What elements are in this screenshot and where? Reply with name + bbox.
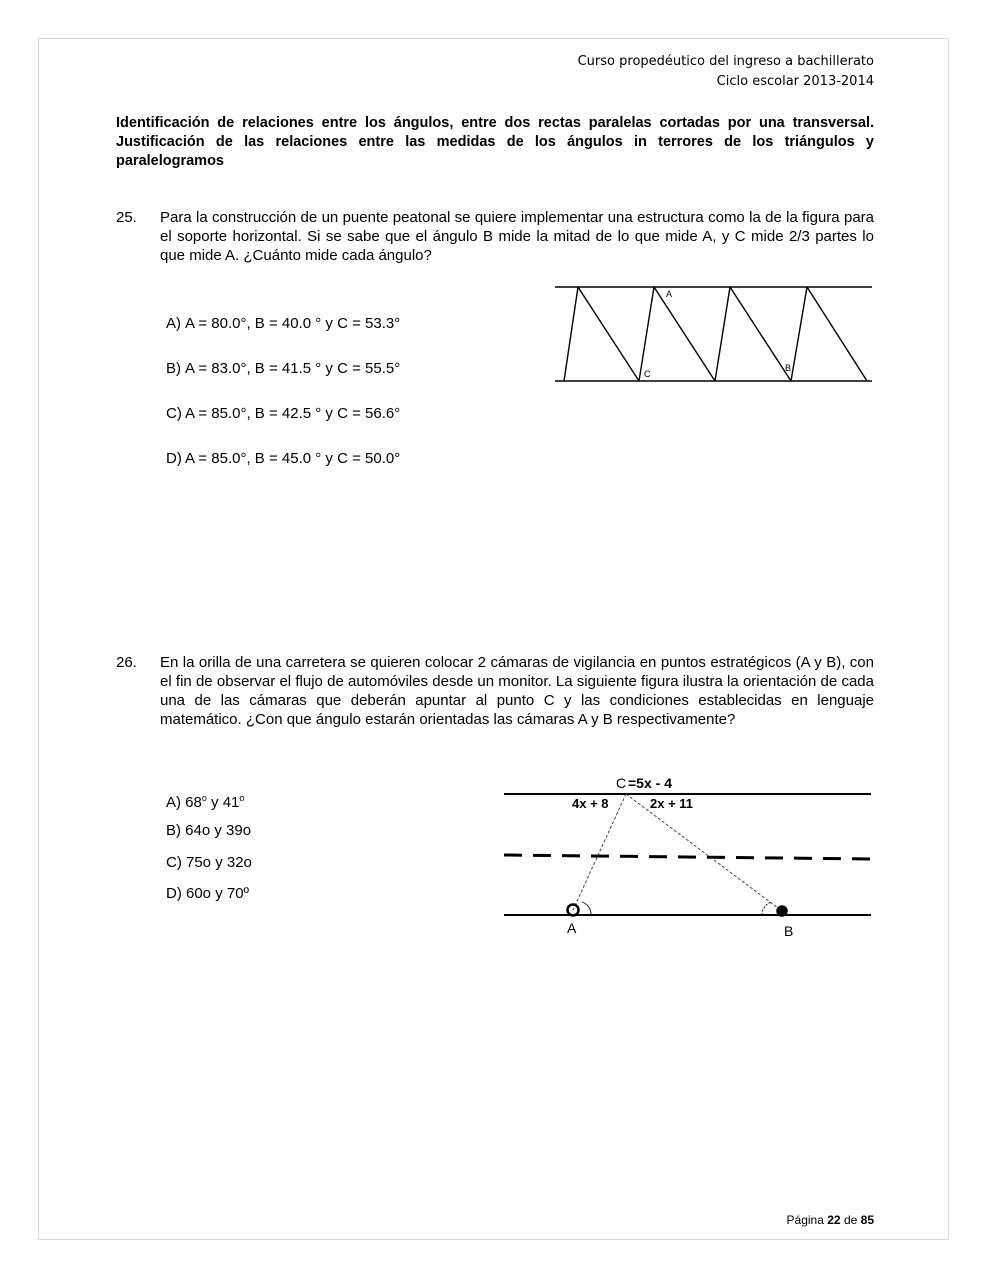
label-a: A	[567, 920, 577, 936]
page-footer	[787, 1213, 874, 1227]
footer-page-number: 22	[827, 1213, 841, 1227]
truss-label-c: C	[644, 369, 651, 379]
option-text: A = 85.0°, B = 42.5 ° y C = 56.6°	[185, 405, 401, 422]
q25-option-c[interactable]	[166, 404, 400, 423]
option-text: 75o y 32o	[186, 854, 252, 871]
q26-option-d[interactable]	[166, 884, 249, 903]
q25-option-d[interactable]	[166, 449, 400, 468]
q26-option-c[interactable]	[166, 853, 252, 872]
label-c: C	[616, 775, 627, 791]
option-text: 64o y 39o	[185, 822, 252, 839]
option-letter: D)	[166, 450, 182, 467]
degree-mark: o	[239, 793, 245, 803]
page-header	[578, 52, 874, 92]
label-b: B	[784, 923, 794, 939]
footer-page-word: Página	[786, 1213, 824, 1227]
degree-mark: o	[201, 793, 207, 803]
option-letter: B)	[166, 360, 181, 377]
line-b-to-c	[626, 794, 782, 911]
option-value-1: 68	[185, 794, 202, 811]
footer-of-word: de	[843, 1213, 858, 1227]
camera-a-icon	[568, 902, 592, 916]
q26-option-a[interactable]	[166, 789, 244, 812]
option-text: A = 85.0°, B = 45.0 ° y C = 50.0°	[185, 450, 401, 467]
label-left-angle: 4x + 8	[572, 796, 609, 811]
label-c-expression: =5x - 4	[628, 775, 672, 791]
q25-option-a[interactable]	[166, 314, 400, 333]
footer-total-pages: 85	[860, 1213, 874, 1227]
option-letter: B)	[166, 822, 181, 839]
road-center-line	[504, 855, 872, 859]
option-letter: C)	[166, 854, 182, 871]
question-25-text: Para la construcción de un puente peatonal se quiere implementar una estructura como la de la figura para el soporte horizontal. Si se sabe que el ángulo B mide la mitad de lo que mide A, y C mide 2/3 partes lo que mide A. ¿Cuánto mide cada ángulo?	[160, 209, 874, 264]
label-right-angle: 2x + 11	[650, 796, 694, 811]
header-cycle: Ciclo escolar 2013-2014	[716, 74, 874, 89]
option-letter: D)	[166, 885, 182, 902]
question-25-number: 25.	[116, 209, 137, 226]
q26-option-b[interactable]	[166, 821, 251, 840]
bridge-truss-figure	[550, 280, 880, 390]
line-a-to-c	[573, 794, 626, 910]
option-letter: A)	[166, 794, 181, 811]
truss-diagonals	[564, 287, 867, 381]
option-letter: C)	[166, 405, 182, 422]
q25-option-b[interactable]	[166, 359, 400, 378]
option-text: 60o y 70º	[186, 885, 250, 902]
option-text: A = 80.0°, B = 40.0 ° y C = 53.3°	[185, 315, 401, 332]
option-letter: A)	[166, 315, 181, 332]
camera-b-icon	[762, 902, 787, 916]
option-text: A = 83.0°, B = 41.5 ° y C = 55.5°	[185, 360, 401, 377]
truss-label-a: A	[666, 289, 673, 299]
question-26-text: En la orilla de una carretera se quieren colocar 2 cámaras de vigilancia en puntos estratégicos (A y B), con el fin de observar el flujo de automóviles desde un monitor. La siguiente figura ilustra la orientación de cada una de las cámaras que deberán apuntar al punto C y las condiciones establecidas en lenguaje matemático. ¿Con que ángulo estarán orientadas las cámaras A y B respectivamente?	[160, 654, 874, 728]
header-course: Curso propedéutico del ingreso a bachillerato	[577, 54, 874, 69]
truss-label-b: B	[785, 363, 792, 373]
road-cameras-figure	[498, 770, 878, 942]
option-value-2: y 41	[206, 794, 240, 811]
question-26-number: 26.	[116, 654, 137, 671]
section-title: Identificación de relaciones entre los ángulos, entre dos rectas paralelas cortadas por una transversal. Justificación de las relaciones entre las medidas de los ángulos in terrores de los triángulos y paralelogramos	[116, 115, 874, 169]
